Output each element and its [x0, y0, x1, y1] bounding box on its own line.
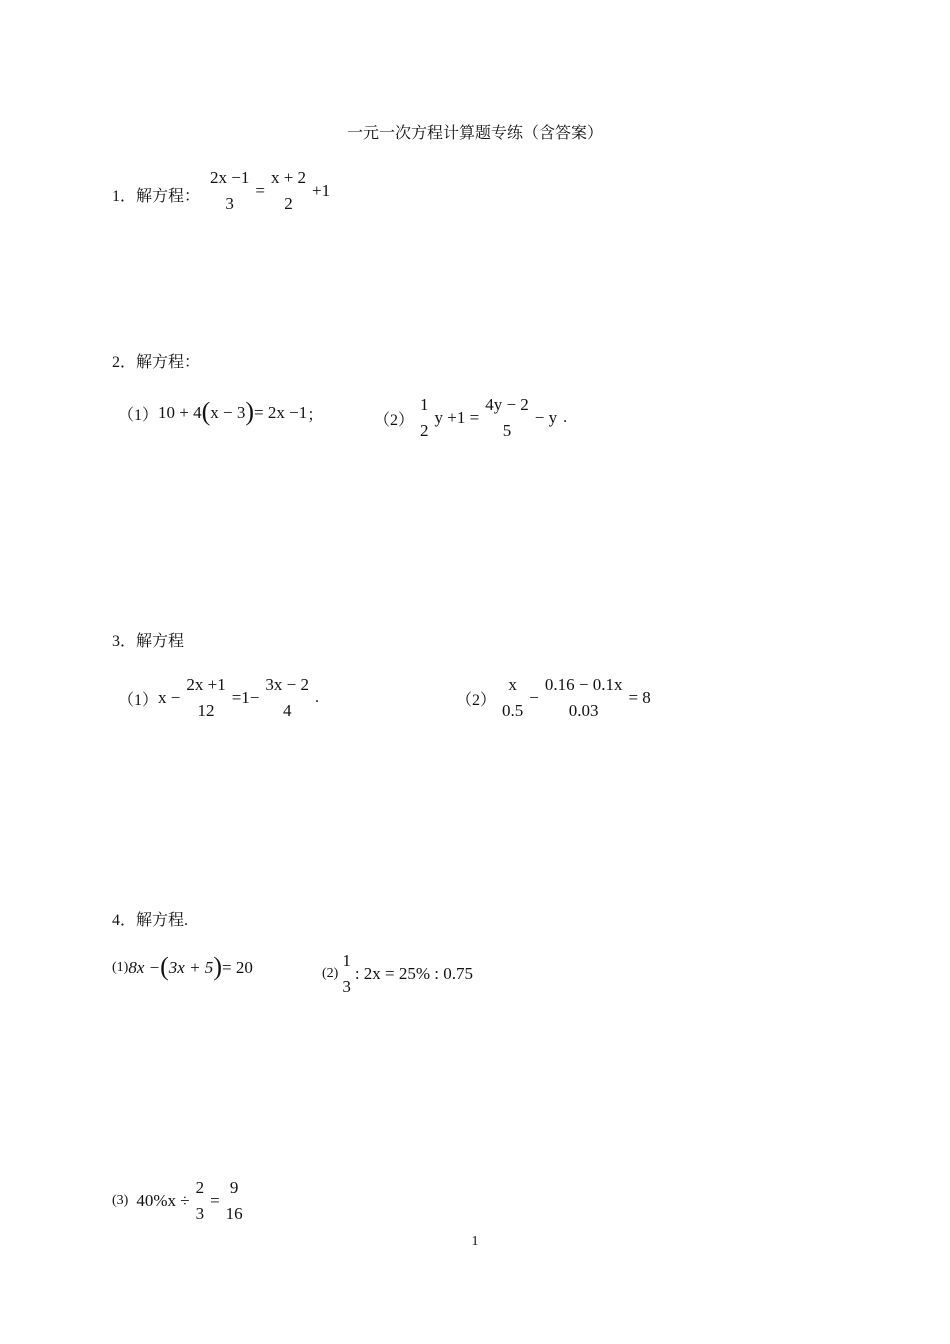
denominator: 5 — [502, 421, 512, 441]
question-1-equation — [204, 165, 330, 218]
punctuation: ； — [307, 406, 324, 424]
expression-term: x − — [158, 688, 181, 708]
fraction — [263, 672, 311, 725]
left-paren: ( — [201, 397, 211, 426]
denominator: 2 — [284, 194, 293, 214]
question-3-label: 3．解方程 — [112, 633, 185, 650]
part-tag: （2） — [374, 411, 415, 429]
fraction — [418, 392, 431, 445]
denominator: 0.03 — [568, 701, 599, 721]
numerator: 3x − 2 — [265, 675, 309, 694]
expression-term: 10 + 4 — [158, 403, 202, 422]
numerator: x + 2 — [270, 168, 307, 187]
numerator: 2x +1 — [186, 675, 226, 694]
part-tag: (1) — [112, 960, 129, 975]
part-tag: (2) — [322, 966, 339, 982]
numerator: 9 — [229, 1178, 239, 1197]
denominator: 2 — [420, 421, 429, 441]
expression-term: x − 3 — [210, 403, 246, 422]
question-4-part-1 — [112, 952, 253, 981]
fraction — [184, 672, 227, 725]
question-1-label: 1．解方程： — [112, 188, 201, 205]
equals-sign: = — [255, 181, 265, 201]
expression-term: − y — [534, 408, 558, 428]
part-tag: （1） — [118, 691, 159, 709]
numerator: 0.16 − 0.1x — [544, 675, 623, 694]
fraction — [269, 165, 308, 218]
expression-term: : 2x = 25% : 0.75 — [354, 964, 474, 984]
numerator: 1 — [420, 395, 429, 414]
expression-term: = 20 — [221, 958, 253, 977]
page-number: 1 — [471, 1234, 479, 1249]
part-tag: (3) — [112, 1193, 129, 1209]
denominator: 3 — [225, 194, 234, 214]
expression-term: y +1 = — [434, 408, 480, 428]
right-paren: ) — [213, 952, 222, 981]
expression-term: = 8 — [628, 688, 651, 708]
numerator: 4y − 2 — [485, 395, 529, 414]
question-3-part-2 — [456, 672, 651, 725]
denominator: 3 — [195, 1204, 205, 1224]
question-4-part-2 — [322, 948, 473, 1001]
right-paren: ) — [245, 397, 255, 426]
fraction — [208, 165, 251, 218]
punctuation: . — [563, 409, 568, 427]
fraction — [224, 1175, 245, 1228]
numerator: 2 — [195, 1178, 205, 1197]
expression-term: − — [529, 688, 539, 708]
denominator: 0.5 — [502, 701, 524, 721]
numerator: 2x −1 — [210, 168, 250, 187]
expression-term: +1 — [312, 181, 331, 201]
fraction — [340, 948, 353, 1001]
question-4-part-3 — [112, 1175, 249, 1228]
fraction — [483, 392, 531, 445]
denominator: 4 — [282, 701, 292, 721]
fraction — [500, 672, 525, 725]
question-2-part-2 — [374, 392, 567, 445]
denominator: 16 — [225, 1204, 243, 1224]
fraction — [543, 672, 625, 725]
part-tag: （2） — [456, 691, 497, 709]
expression-term: = 2x −1 — [254, 403, 308, 422]
left-paren: ( — [160, 952, 169, 981]
punctuation: . — [314, 689, 319, 707]
numerator: 1 — [342, 951, 351, 970]
denominator: 3 — [342, 977, 351, 997]
expression-term: 40%x ÷ — [136, 1191, 190, 1211]
part-tag: （1） — [118, 406, 159, 424]
question-2-part-1 — [118, 397, 324, 426]
expression-term: 3x + 5 — [168, 958, 214, 977]
question-3-part-1 — [118, 672, 319, 725]
expression-term: 8x − — [128, 958, 161, 977]
expression-term: =1− — [231, 688, 260, 708]
question-4-label: 4．解方程. — [112, 912, 189, 929]
fraction — [194, 1175, 207, 1228]
question-2-label: 2．解方程： — [112, 354, 201, 371]
denominator: 12 — [197, 701, 215, 721]
page-title: 一元一次方程计算题专练（含答案） — [346, 125, 603, 142]
numerator: x — [508, 675, 517, 694]
equals-sign: = — [210, 1191, 220, 1211]
